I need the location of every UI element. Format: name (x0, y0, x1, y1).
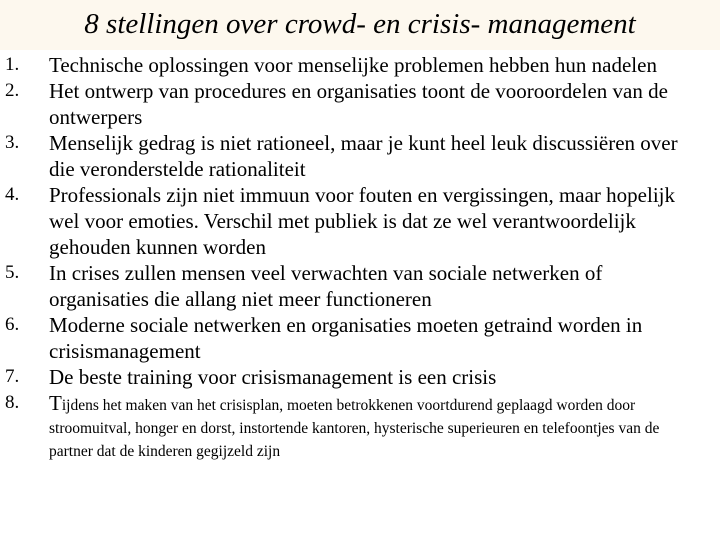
item-number: 6. (5, 314, 20, 335)
item-number: 3. (5, 132, 20, 153)
slide-title: 8 stellingen over crowd- en crisis- management (84, 8, 636, 40)
list-item (0, 52, 720, 78)
item-text: In crises zullen mensen veel verwachten van sociale netwerken of organisaties die allang niet meer functioneren (49, 261, 603, 311)
item-text: Het ontwerp van procedures en organisaties toont de vooroordelen van de ontwerpers (49, 79, 668, 129)
list-item (0, 312, 720, 364)
stellingen-list (0, 52, 720, 462)
item-number: 4. (5, 184, 20, 205)
item-text: De beste training voor crisismanagement is een crisis (49, 365, 497, 389)
item-number: 8. (5, 392, 20, 413)
list-item (0, 364, 720, 390)
item-text: Professionals zijn niet immuun voor fouten en vergissingen, maar hopelijk wel voor emoties. Verschil met publiek is dat ze wel verantwoordelijk gehouden kunnen worden (49, 183, 676, 259)
item-text (49, 390, 706, 462)
item-text: Moderne sociale netwerken en organisaties moeten getraind worden in crisismanagement (49, 313, 643, 363)
list-item (0, 390, 720, 462)
item-number: 1. (5, 54, 20, 75)
item-number: 5. (5, 262, 20, 283)
item-text-rest: ijdens het maken van het crisisplan, moeten betrokkenen voortdurend geplaagd worden door stroomuitval, honger en dorst, instortende kantoren, hysterische superieuren en telefoontjes van de partner dat de kinderen gegijzeld zijn (49, 397, 660, 460)
item-text-initial: T (49, 391, 62, 415)
list-item (0, 260, 720, 312)
list-item (0, 78, 720, 130)
item-text: Technische oplossingen voor menselijke problemen hebben hun nadelen (49, 53, 657, 77)
item-number: 7. (5, 366, 20, 387)
list-item (0, 130, 720, 182)
list-item (0, 182, 720, 260)
item-text: Menselijk gedrag is niet rationeel, maar je kunt heel leuk discussiëren over die veronderstelde rationaliteit (49, 131, 678, 181)
item-number: 2. (5, 80, 20, 101)
